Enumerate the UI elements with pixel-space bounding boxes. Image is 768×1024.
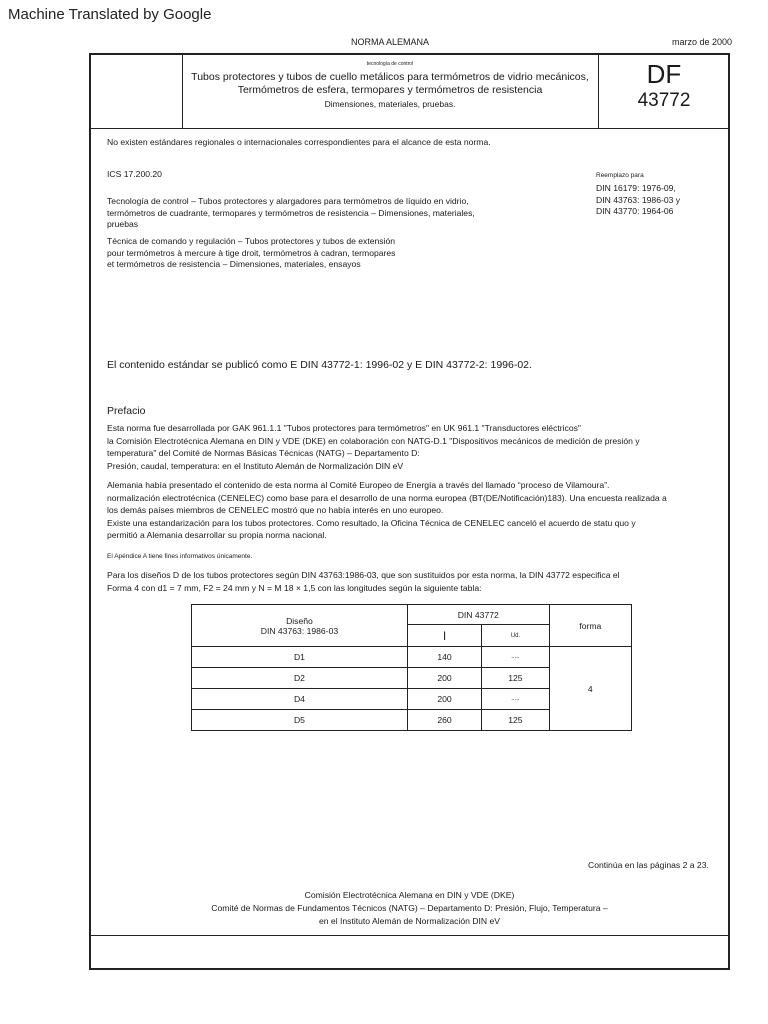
description-line: Técnica de comando y regulación – Tubos protectores y tubos de extensión: [107, 236, 396, 246]
cell-ud: .....: [482, 647, 549, 668]
paragraph-line: Presión, caudal, temperatura: en el Instituto Alemán de Normalización DIN eV: [107, 460, 404, 471]
paragraph-line: Existe una estandarización para los tubos protectores. Como resultado, la Oficina Técnica de CENELEC canceló el acuerdo de statu quo y: [107, 517, 636, 528]
paragraph-line: los demás países miembros de CENELEC mostró que no había interés en uno europeo.: [107, 505, 444, 515]
footer-line: Comisión Electrotécnica Alemana en DIN y VDE (DKE): [304, 890, 515, 900]
cell-ud: .....: [482, 689, 549, 710]
cell-l: 200: [407, 668, 481, 689]
machine-translation-banner: Machine Translated by Google: [8, 6, 212, 23]
header-din-old: DIN 43763: 1986-03: [260, 625, 339, 636]
replacement-label: Reemplazo para: [596, 172, 644, 179]
header-ud: Ud.: [482, 625, 549, 647]
cell-design: D5: [192, 710, 408, 731]
document-frame: [89, 53, 730, 970]
preface-heading: Prefacio: [107, 405, 146, 417]
footer-divider: [91, 935, 728, 936]
cell-ud: 125: [482, 710, 549, 731]
description-line: pour termómetros à mercure à tige droit, termómetros à cadran, termopares: [107, 247, 396, 258]
title-number-cell: [598, 55, 729, 128]
paragraph-line: Alemania había presentado el contenido de esta norma al Comité Europeo de Energía a través del llamado “proceso de Vilamoura”.: [107, 480, 610, 490]
paragraph-line: Forma 4 con d1 = 7 mm, F2 = 24 mm y N = M 18 × 1,5 con las longitudes según la siguiente tabla:: [107, 582, 482, 593]
replacement-list: [596, 183, 680, 218]
header-date: marzo de 2000: [671, 37, 732, 47]
paragraph-line: la Comisión Electrotécnica Alemana en DIN y VDE (DKE) en colaboración con NATG-D.1 "Dispositivos mecánicos de medición de presión y: [107, 435, 640, 446]
preface-paragraph-1: [107, 422, 640, 472]
header-norma: NORMA ALEMANA: [350, 37, 430, 47]
paragraph-line: normalización electrotécnica (CENELEC) como base para el desarrollo de una norma europea (BT(DE/Notificación)183). Una encuesta realizada a: [107, 492, 667, 503]
title-subtitle: Dimensiones, materiales, pruebas.: [324, 99, 456, 109]
replacement-item: DIN 43763: 1986-03 y: [596, 194, 681, 205]
title-category: tecnología de control: [366, 61, 414, 67]
header-diseno-label: Diseño: [286, 615, 313, 626]
cell-forma: 4: [549, 647, 631, 731]
title-left-cell: [91, 55, 183, 128]
cell-ud: 125: [482, 668, 549, 689]
description-spanish-1: [107, 196, 475, 231]
description-line: pruebas: [107, 219, 139, 229]
standard-number: 43772: [637, 90, 691, 111]
no-standards-note: No existen estándares regionales o internacionales correspondientes para el alcance de esta norma.: [107, 137, 491, 147]
cell-design: D4: [192, 689, 408, 710]
footer-line: en el Instituto Alemán de Normalización DIN eV: [318, 916, 501, 926]
footer-issuer: [91, 889, 728, 928]
ics-code: ICS 17.200.20: [107, 169, 162, 179]
header-l: l: [407, 625, 481, 647]
title-center-cell: [182, 55, 598, 128]
preface-paragraph-3: [107, 569, 620, 594]
designs-table: [191, 604, 632, 731]
title-line-1: Tubos protectores y tubos de cuello metálicos para termómetros de vidrio mecánicos,: [191, 71, 589, 83]
description-line: termómetros de cuadrante, termopares y termómetros de resistencia – Dimensiones, materiales,: [107, 207, 475, 218]
standard-prefix: DF: [646, 59, 682, 89]
title-line-2: Termómetros de esfera, termopares y termómetros de resistencia: [237, 84, 543, 96]
replacement-item: DIN 43770: 1964-06: [596, 206, 674, 216]
paragraph-line: permitió a Alemania desarrollar su propia norma nacional.: [107, 530, 327, 540]
table-row: [192, 647, 632, 668]
replacement-item: DIN 16179: 1976-09,: [596, 183, 676, 193]
paragraph-line: Para los diseños D de los tubos protectores según DIN 43763:1986-03, que son sustituidos por esta norma, la DIN 43772 especifica el: [107, 570, 620, 580]
continued-note: Continúa en las páginas 2 a 23.: [588, 860, 709, 870]
header-diseno: [192, 605, 408, 647]
header-forma: forma: [549, 605, 631, 647]
footer-line: Comité de Normas de Fundamentos Técnicos (NATG) – Departamento D: Presión, Flujo, Temperatura –: [211, 903, 608, 913]
paragraph-line: Esta norma fue desarrollada por GAK 961.1.1 "Tubos protectores para termómetros" en UK 961.1 "Transductores eléctricos": [107, 423, 581, 433]
preface-paragraph-2: [107, 479, 667, 542]
description-line: Tecnología de control – Tubos protectores y alargadores para termómetros de líquido en vidrio,: [107, 196, 469, 206]
description-line: et termómetros de resistencia – Dimensiones, materiales, ensayos: [107, 259, 361, 269]
published-note: El contenido estándar se publicó como E DIN 43772-1: 1996-02 y E DIN 43772-2: 1996-02.: [107, 359, 532, 371]
cell-design: D2: [192, 668, 408, 689]
title-block: [91, 55, 728, 129]
cell-l: 260: [407, 710, 481, 731]
header-din-new: DIN 43772: [407, 605, 549, 625]
cell-design: D1: [192, 647, 408, 668]
description-spanish-2: [107, 236, 395, 271]
cell-l: 200: [407, 689, 481, 710]
annex-note: El Apéndice A tiene fines informativos únicamente.: [107, 553, 253, 560]
paragraph-line: temperatura" del Comité de Normas Básicas Técnicas (NATG) – Departamento D:: [107, 448, 420, 458]
cell-l: 140: [407, 647, 481, 668]
